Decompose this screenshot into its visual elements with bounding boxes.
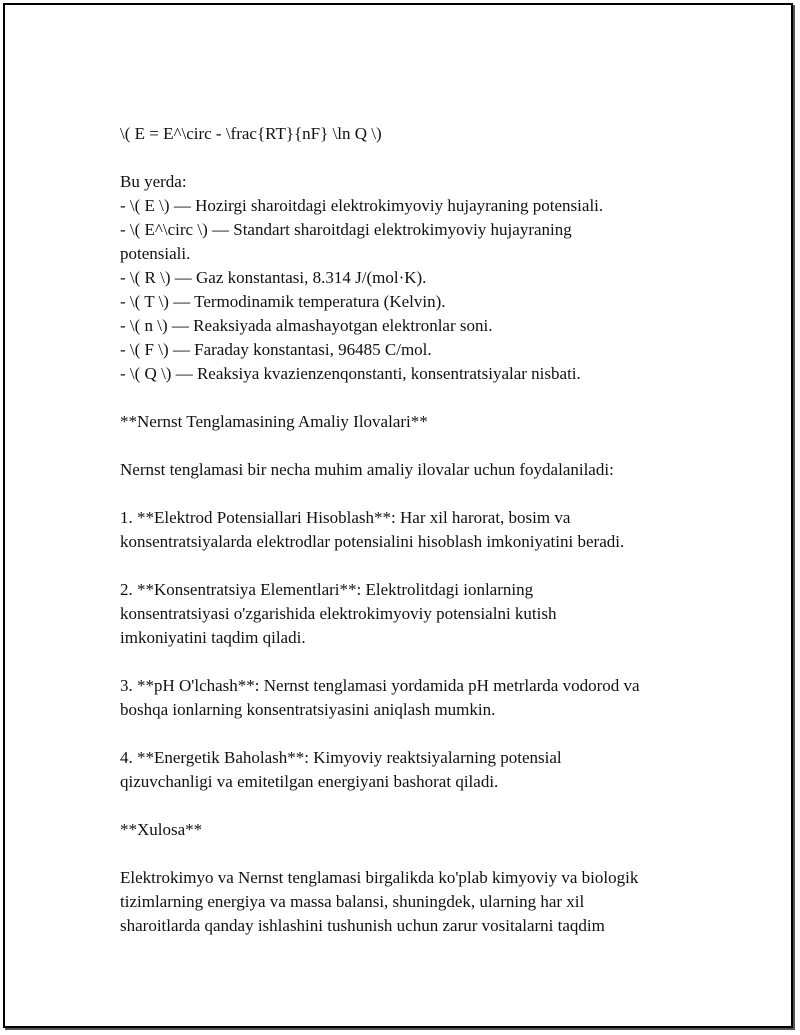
definition-line: - \( T \) — Termodinamik temperatura (Kelvin). — [120, 292, 446, 311]
list-item-line: boshqa ionlarning konsentratsiyasini aniqlash mumkin. — [120, 700, 496, 719]
list-item-line: 2. **Konsentratsiya Elementlari**: Elektrolitdagi ionlarning — [120, 580, 534, 599]
list-item-line: konsentratsiyasi o'zgarishida elektrokimyoviy potensialni kutish — [120, 604, 557, 623]
list-item-line: 4. **Energetik Baholash**: Kimyoviy reaktsiyalarning potensial — [120, 748, 562, 767]
formula-line: \( E = E^\circ - \frac{RT}{nF} \ln Q \) — [120, 124, 382, 143]
section-intro — [120, 458, 705, 482]
definition-line: - \( n \) — Reaksiyada almashayotgan elektronlar soni. — [120, 316, 493, 335]
list-item-line: 3. **pH O'lchash**: Nernst tenglamasi yordamida pH metrlarda vodorod va — [120, 676, 640, 695]
list-item — [120, 578, 705, 650]
conclusion-line: sharoitlarda qanday ishlashini tushunish uchun zarur vositalarni taqdim — [120, 916, 605, 935]
list-item — [120, 746, 705, 794]
conclusion-line: Elektrokimyo va Nernst tenglamasi birgalikda ko'plab kimyoviy va biologik — [120, 868, 639, 887]
list-item-line: konsentratsiyalarda elektrodlar potensialini hisoblash imkoniyatini beradi. — [120, 532, 625, 551]
list-item-line: imkoniyatini taqdim qiladi. — [120, 628, 306, 647]
definition-line: - \( E^\circ \) — Standart sharoitdagi elektrokimyoviy hujayraning — [120, 220, 572, 239]
section-intro-text: Nernst tenglamasi bir necha muhim amaliy ilovalar uchun foydalaniladi: — [120, 460, 614, 479]
where-intro: Bu yerda: — [120, 172, 187, 191]
document-page — [3, 3, 793, 1028]
list-item-line: 1. **Elektrod Potensiallari Hisoblash**: Har xil harorat, bosim va — [120, 508, 571, 527]
definition-line: potensiali. — [120, 244, 191, 263]
definition-line: - \( E \) — Hozirgi sharoitdagi elektrokimyoviy hujayraning potensiali. — [120, 196, 604, 215]
list-item — [120, 506, 705, 554]
list-item-line: qizuvchanligi va emitetilgan energiyani bashorat qiladi. — [120, 772, 499, 791]
conclusion-paragraph — [120, 866, 705, 938]
definition-line: - \( Q \) — Reaksiya kvazienzenqonstanti, konsentratsiyalar nisbati. — [120, 364, 581, 383]
definitions-block — [120, 170, 705, 386]
conclusion-heading — [120, 818, 705, 842]
section-heading-text: **Nernst Tenglamasining Amaliy Ilovalari** — [120, 412, 428, 431]
list-item — [120, 674, 705, 722]
definition-line: - \( R \) — Gaz konstantasi, 8.314 J/(mol·K). — [120, 268, 427, 287]
conclusion-line: tizimlarning energiya va massa balansi, shuningdek, ularning har xil — [120, 892, 585, 911]
definition-line: - \( F \) — Faraday konstantasi, 96485 C/mol. — [120, 340, 432, 359]
document-body — [120, 122, 705, 962]
nernst-formula — [120, 122, 705, 146]
conclusion-heading-text: **Xulosa** — [120, 820, 203, 839]
section-heading — [120, 410, 705, 434]
